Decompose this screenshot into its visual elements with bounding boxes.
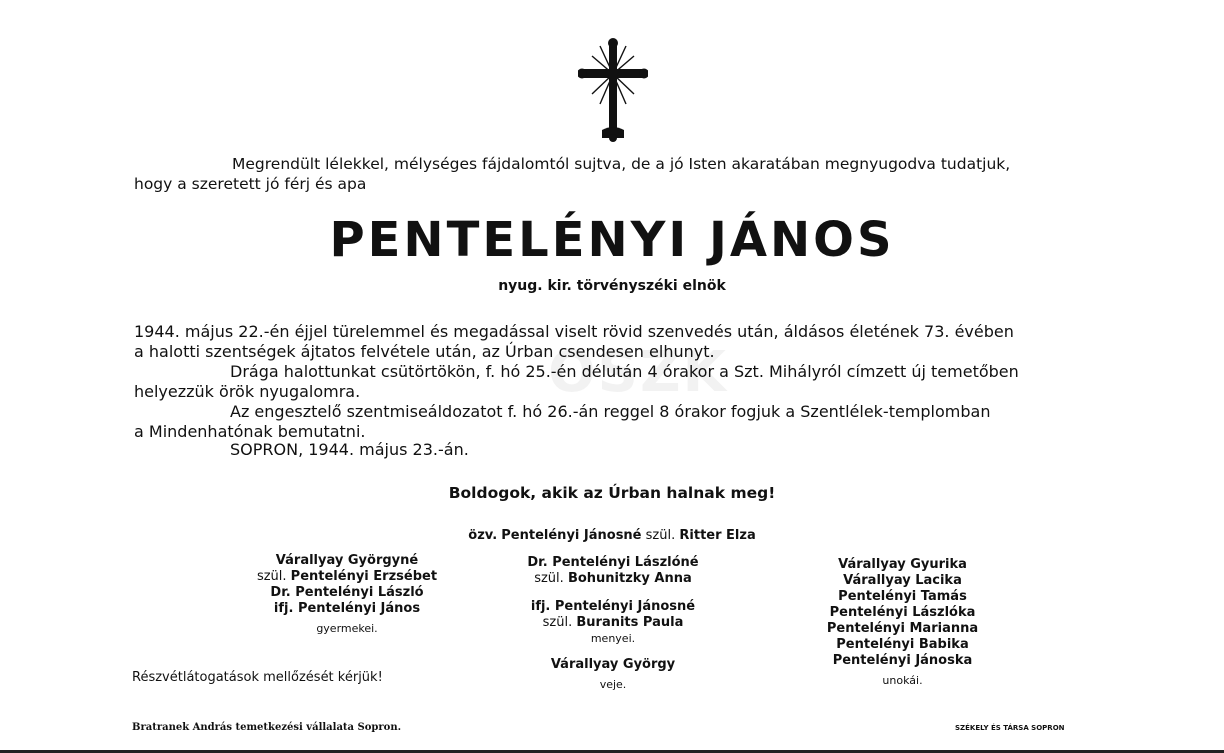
intro-line-1: Megrendült lélekkel, mélységes fájdalomtól sujtva, de a jó Isten akaratában megnyugodva tudatjuk, bbox=[232, 155, 1011, 173]
body-p1-line-1: 1944. május 22.-én éjjel türelemmel és megadással viselt rövid szenvedés után, áldásos életének 73. évében bbox=[134, 322, 1014, 341]
inlaw-2-maiden: Buranits Paula bbox=[576, 615, 684, 630]
grandchild-3: Pentelényi Tamás bbox=[838, 589, 967, 604]
child-1: Várallyay Györgyné bbox=[275, 553, 419, 568]
son-in-law: Várallyay György bbox=[550, 657, 676, 672]
body-p3-line-2: a Mindenhatónak bemutatni. bbox=[134, 422, 366, 441]
widow-maiden-name: Ritter Elza bbox=[679, 528, 756, 543]
grandchild-5: Pentelényi Marianna bbox=[826, 621, 979, 636]
condolence-note: Részvétlátogatások mellőzését kérjük! bbox=[132, 670, 383, 685]
inlaw-2: ifj. Pentelényi Jánosné bbox=[530, 599, 696, 614]
children-caption: gyermekei. bbox=[316, 622, 378, 635]
grandchild-4: Pentelényi Lászlóka bbox=[829, 605, 976, 620]
widow-line bbox=[0, 526, 1224, 546]
inlaw-1-maiden: Bohunitzky Anna bbox=[567, 571, 692, 586]
grandchildren-caption: unokái. bbox=[882, 674, 923, 687]
inlaws-caption-menyei: menyei. bbox=[590, 632, 636, 645]
child-1-maiden: Pentelényi Erzsébet bbox=[290, 569, 438, 584]
printer-imprint: SZÉKELY ÉS TÁRSA SOPRON bbox=[955, 724, 1065, 732]
cross-icon bbox=[578, 38, 648, 143]
inlaws-column bbox=[498, 555, 728, 693]
grandchild-2: Várallyay Lacika bbox=[843, 573, 962, 588]
body-p3-line-1: Az engesztelő szentmiseáldozatot f. hó 26.-án reggel 8 órakor fogjuk a Szentlélek-templomban bbox=[230, 402, 991, 421]
body-p2-line-1: Drága halottunkat csütörtökön, f. hó 25.-én délután 4 órakor a Szt. Mihályról címzett új temetőben bbox=[230, 362, 1019, 381]
library-watermark: OSZK bbox=[548, 340, 728, 405]
child-2: Dr. Pentelényi László bbox=[270, 585, 424, 600]
grandchild-1: Várallyay Gyurika bbox=[838, 557, 967, 572]
grandchild-6: Pentelényi Babika bbox=[836, 637, 969, 652]
body-p1-line-2: a halotti szentségek ájtatos felvétele után, az Úrban csendesen elhunyt. bbox=[134, 342, 715, 361]
widow-prefix: özv. bbox=[468, 528, 498, 543]
intro-line-2: hogy a szeretett jó férj és apa bbox=[134, 175, 367, 193]
blessing: Boldogok, akik az Úrban halnak meg! bbox=[448, 484, 776, 502]
widow-name: Pentelényi Jánosné bbox=[501, 528, 642, 543]
deceased-title: nyug. kir. törvényszéki elnök bbox=[498, 278, 726, 294]
grandchild-7: Pentelényi Jánoska bbox=[832, 653, 973, 668]
place-date: SOPRON, 1944. május 23.-án. bbox=[230, 440, 469, 459]
deceased-name: PENTELÉNYI JÁNOS bbox=[329, 212, 895, 268]
inlaw-1: Dr. Pentelényi Lászlóné bbox=[527, 555, 699, 570]
body-p2-line-2: helyezzük örök nyugalomra. bbox=[134, 382, 361, 401]
child-3: ifj. Pentelényi János bbox=[273, 601, 421, 616]
undertaker-imprint: Bratranek András temetkezési vállalata Sopron. bbox=[132, 722, 402, 733]
grandchildren-column bbox=[790, 557, 1015, 689]
inlaws-caption-veje: veje. bbox=[599, 678, 627, 691]
inlaw-1-szul: szül. bbox=[534, 571, 564, 586]
inlaw-2-szul: szül. bbox=[542, 615, 573, 630]
children-column bbox=[232, 553, 462, 637]
child-1-szul: szül. bbox=[256, 569, 287, 584]
widow-szul: szül. bbox=[645, 528, 676, 543]
